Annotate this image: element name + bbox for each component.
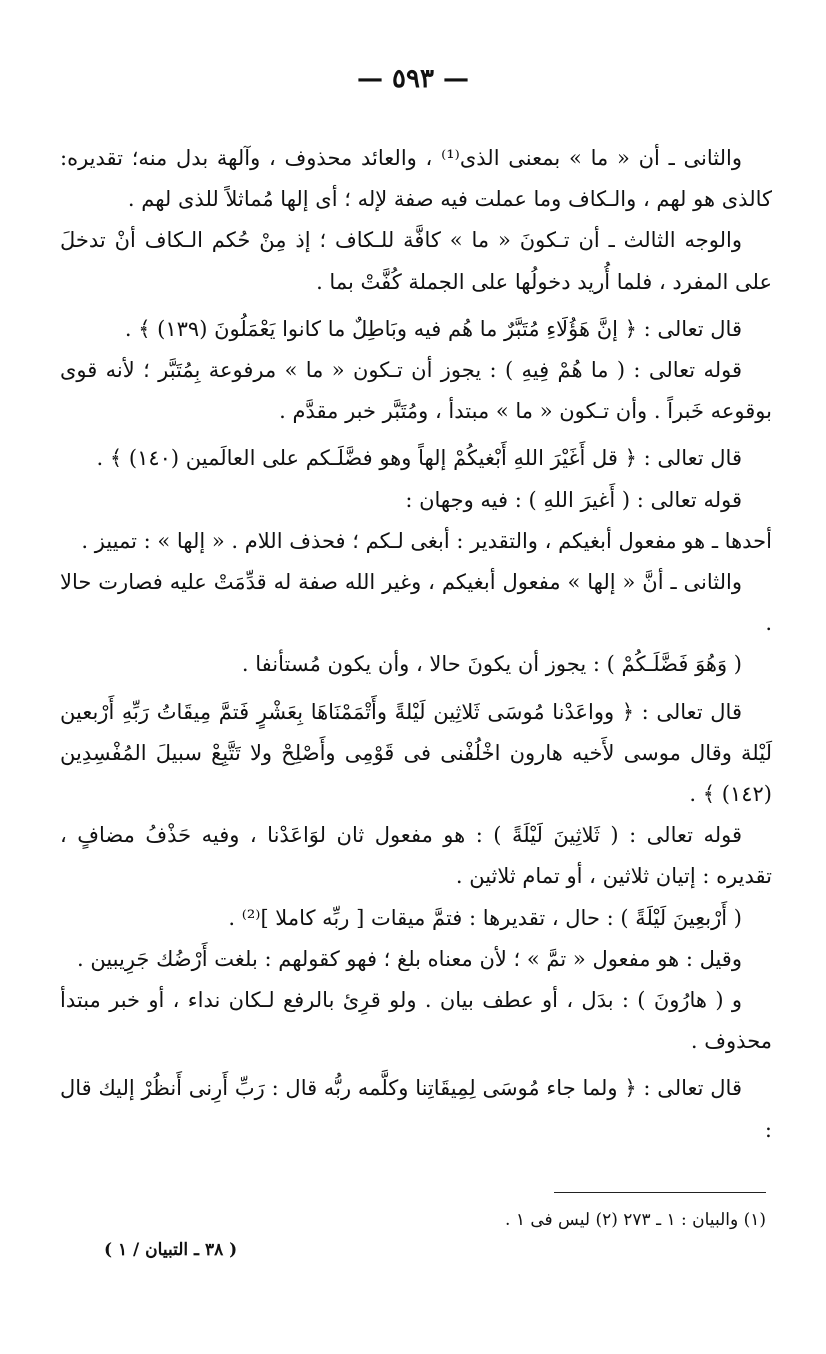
paragraph-13: وقيل : هو مفعول « تمَّ » ؛ لأن معناه بلغ ؛ فهو كقولهم : بلغت أَرْضُك جَرِيبين . (76, 946, 742, 971)
paragraph-7: أحدها ـ هو مفعول أبغيكم ، والتقدير : أبغى لـكم ؛ فحذف اللام . « إلها » : تمييز . (81, 528, 772, 553)
paragraph-8: والثانى ـ أنَّ « إلها » مفعول أبغيكم ، وغير الله صفة له قدِّمَتْ عليه فصارت حالا . (60, 570, 772, 636)
quran-verse-142: قال تعالى : ﴿ وواعَدْنا مُوسَى ثَلاثِين لَيْلةً وأَتْمَمْنَاهَا بِعَشْرٍ فَتمَّ مِيقَاتُ رَبِّهِ أَرْبعين لَيْلة وقال موسى لأَخيه هارون اخْلُفْنى فى قَوْمِى وأَصْلِحْ ولا تَتَّبِعْ سبيلَ المُفْسِدِين (١٤٢) ﴾ . (60, 699, 772, 807)
paragraph-6: قوله تعالى : ( أَغيرَ اللهِ ) : فيه وجهان : (405, 487, 742, 512)
paragraph-11: قوله تعالى : ( ثَلاثِينَ لَيْلَةً ) : هو مفعول ثان لوَاعَدْنا ، وفيه حَذْفُ مضافٍ ، تقديره : إتيان ثلاثين ، أو تمام ثلاثين . (60, 823, 772, 889)
page-number: — ٥٩٣ — (356, 64, 470, 94)
volume-signature: ( ٣٨ ـ التبيان / ١ ) (104, 1240, 238, 1260)
paragraph-2: والوجه الثالث ـ أن تـكونَ « ما » كافَّة للـكاف ؛ إذ مِنْ حُكم الـكاف أنْ تدخلَ على المفرد ، فلما أُريد دخولُها على الجملة كُفَّتْ بما . (60, 228, 772, 294)
paragraph-12: ( أَرْبعِينَ لَيْلَةً ) : حال ، تقديرها : فتمَّ ميقات [ ربِّه كاملا ]⁽²⁾ . (228, 905, 742, 930)
paragraph-14: و ( هارُونَ ) : بدَل ، أو عطف بيان . ولو قرِئ بالرفع لـكان نداء ، أو خبر مبتدأ محذوف . (60, 988, 772, 1054)
paragraph-4: قوله تعالى : ( ما هُمْ فِيهِ ) : يجوز أن تـكون « ما » مرفوعة بِمُتَبَّر ؛ لأنه قوى بوقوعه خَبراً . وأن تـكون « ما » مبتدأ ، ومُتَبَّر خبر مقدَّم . (60, 358, 772, 424)
paragraph-9: ( وَهُوَ فَضَّلَـكُمْ ) : يجوز أن يكونَ حالا ، وأن يكون مُستأنفا . (241, 652, 742, 677)
quran-verse-143: قال تعالى : ﴿ ولما جاء مُوسَى لِمِيقَاتِنا وكلَّمه ربُّه قال : رَبِّ أَرِنى أَنظُرْ إليك قال : (60, 1076, 772, 1142)
paragraph-1: والثانى ـ أن « ما » بمعنى الذى⁽¹⁾ ، والعائد محذوف ، وآلهة بدل منه؛ تقديره: كالذى هو لهم ، والـكاف وما عملت فيه صفة لإله ؛ أى إلها مُماثلاً للذى لهم . (60, 146, 772, 212)
quran-verse-140: قال تعالى : ﴿ قل أَغَيْرَ اللهِ أَبْغيكُمْ إلهاً وهو فضَّلَـكم على العالَمين (١٤٠) ﴾ . (96, 446, 742, 471)
footnote-divider (554, 1192, 766, 1193)
footnotes: (١) والبيان : ١ ـ ٢٧٣ (٢) ليس فى ١ . (505, 1210, 766, 1230)
quran-verse-139: قال تعالى : ﴿ إنَّ هَؤُلَاءِ مُتَبَّرٌ ما هُم فيه وبَاطِلٌ ما كانوا يَعْمَلُونَ (١٣٩) ﴾ . (124, 316, 742, 341)
body-text (60, 138, 772, 1151)
